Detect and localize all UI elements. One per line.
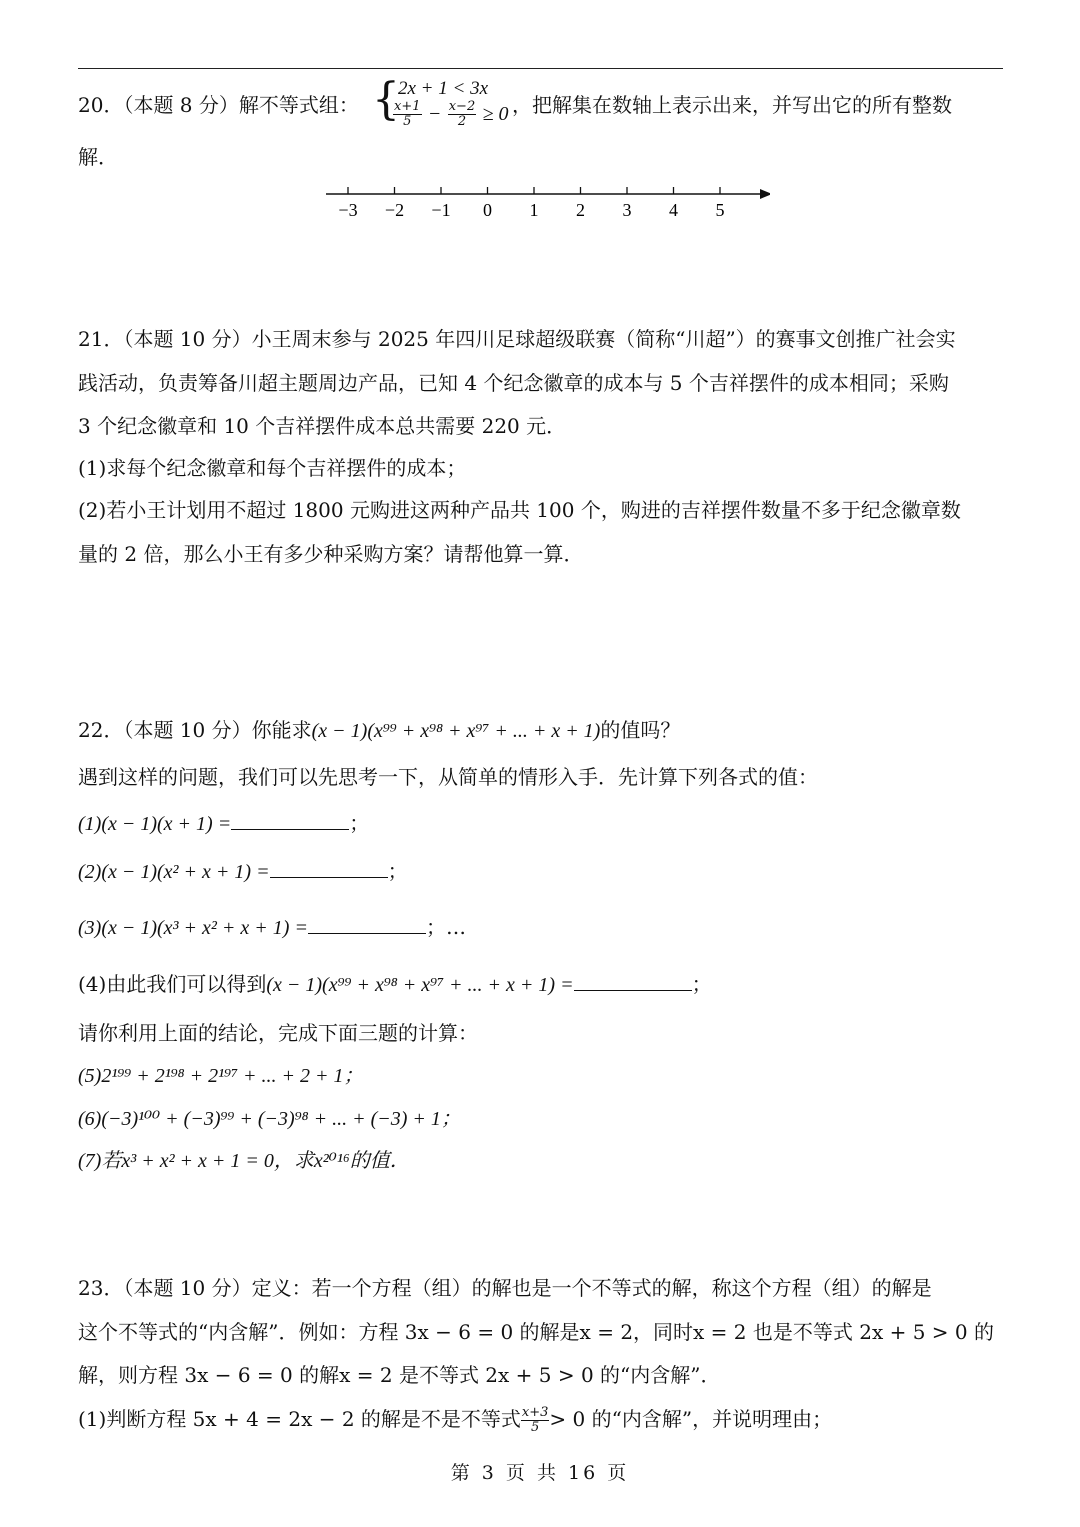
number-line-label: 0	[483, 200, 492, 220]
number-line	[320, 180, 770, 225]
number-line-label: −3	[338, 200, 358, 220]
number-line-label: −1	[431, 200, 451, 220]
page-footer: 第 3 页 共 16 页	[450, 1462, 630, 1484]
answer-blank-3[interactable]	[308, 915, 426, 934]
q20-ineq1: 2x + 1 < 3x	[398, 78, 489, 99]
q22-p4: (4)由此我们可以得到(x − 1)(x⁹⁹ + x⁹⁸ + x⁹⁷ + ... + x + 1) = ；	[78, 972, 712, 996]
q20-frac1: $\frac{x+1}{5}$	[394, 99, 421, 129]
q20-frac2: $\frac{x-2}{2}$	[448, 99, 476, 129]
answer-blank-4[interactable]	[574, 972, 692, 991]
q23-part1: (1)判断方程 5x + 4 = 2x − 2 的解是不是不等式 $\frac{x+3}{5}$ > 0 的“内含解”，并说明理由；	[78, 1405, 833, 1435]
q22-p6: (6)(−3)¹⁰⁰ + (−3)⁹⁹ + (−3)⁹⁸ + ... + (−3) + 1；	[78, 1108, 461, 1130]
q23-line3: 解，则方程 3x − 6 = 0 的解x = 2 是不等式 2x + 5 > 0 的“内含解”．	[78, 1363, 721, 1387]
q22-p3: (3)(x − 1)(x³ + x² + x + 1) = ；…	[78, 915, 466, 939]
q23-line2: 这个不等式的“内含解”．例如：方程 3x − 6 = 0 的解是x = 2，同时x = 2 也是不等式 2x + 5 > 0 的	[78, 1320, 994, 1344]
q21-part1: (1)求每个纪念徽章和每个吉祥摆件的成本；	[78, 456, 467, 480]
q20-prefix: 20．（本题 8 分）解不等式组：	[78, 93, 359, 117]
number-line-arrow	[760, 189, 770, 199]
q20-ineq2: $\frac{x+1}{5}$ − $\frac{x-2}{2}$ ≥ 0	[394, 99, 509, 129]
number-line-label: 1	[529, 200, 539, 220]
q22-p2: (2)(x − 1)(x² + x + 1) = ；	[78, 859, 408, 883]
q21-line2: 践活动，负责筹备川超主题周边产品，已知 4 个纪念徽章的成本与 5 个吉祥摆件的成本相同；采购	[78, 371, 949, 395]
q21-line1: 21．（本题 10 分）小王周末参与 2025 年四川足球超级联赛（简称“川超”）的赛事文创推广社会实	[78, 327, 956, 351]
number-line-label: 2	[576, 200, 585, 220]
number-line-label: −2	[384, 200, 405, 220]
system-brace: {	[372, 74, 400, 125]
q20-line2: 解．	[78, 145, 118, 169]
q22-use: 请你利用上面的结论，完成下面三题的计算：	[78, 1021, 478, 1045]
q23-frac: $\frac{x+3}{5}$	[521, 1405, 549, 1435]
top-rule	[78, 68, 1003, 69]
number-line-label: 5	[715, 200, 725, 220]
q21-line3: 3 个纪念徽章和 10 个吉祥摆件成本总共需要 220 元．	[78, 414, 567, 438]
q22-p1: (1)(x − 1)(x + 1) = ；	[78, 811, 370, 835]
q21-part2-line2: 量的 2 倍，那么小王有多少种采购方案？请帮他算一算．	[78, 542, 584, 566]
q22-p7: (7)若x³ + x² + x + 1 = 0，求x²⁰¹⁶的值．	[78, 1150, 410, 1172]
q23-line1: 23．（本题 10 分）定义：若一个方程（组）的解也是一个不等式的解，称这个方程（组）的解是	[78, 1276, 932, 1300]
number-line-label: 3	[622, 200, 632, 220]
q21-part2-line1: (2)若小王计划用不超过 1800 元购进这两种产品共 100 个，购进的吉祥摆件数量不多于纪念徽章数	[78, 498, 961, 522]
q20-line1	[78, 92, 359, 118]
q22-p5: (5)2¹⁹⁹ + 2¹⁹⁸ + 2¹⁹⁷ + ... + 2 + 1；	[78, 1065, 364, 1087]
q22-head: 22．（本题 10 分）你能求(x − 1)(x⁹⁹ + x⁹⁸ + x⁹⁷ + ... + x + 1)的值吗？	[78, 718, 681, 742]
q20-suffix: ，把解集在数轴上表示出来，并写出它的所有整数	[512, 93, 952, 117]
number-line-label: 4	[669, 200, 678, 220]
answer-blank-1[interactable]	[231, 811, 349, 830]
answer-blank-2[interactable]	[270, 859, 388, 878]
q22-intro: 遇到这样的问题，我们可以先思考一下，从简单的情形入手．先计算下列各式的值：	[78, 765, 818, 789]
